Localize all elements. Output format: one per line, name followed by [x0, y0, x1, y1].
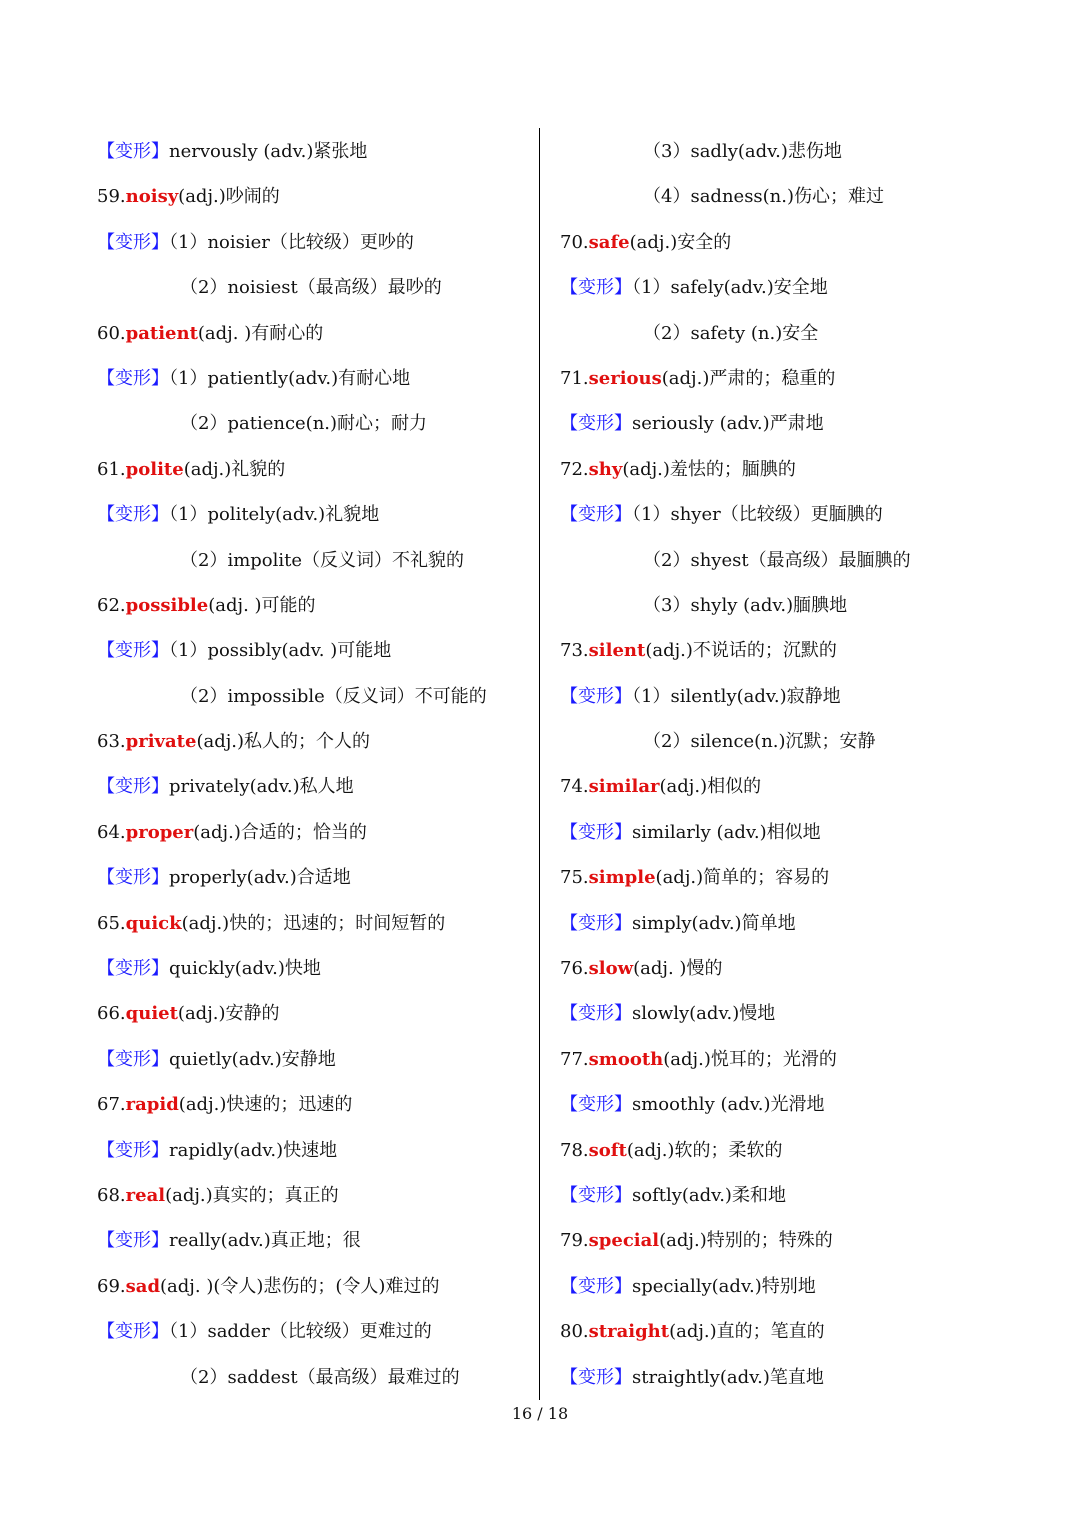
entry-definition: (adj.)吵闹的 [178, 186, 280, 208]
variant-text: （1）sadder（比较级）更难过的 [169, 1321, 432, 1343]
vocab-entry [560, 1037, 1000, 1082]
entry-keyword: straight [588, 1321, 670, 1343]
entry-keyword: special [588, 1230, 660, 1252]
variant-text: straightly(adv.)笔直地 [632, 1366, 824, 1388]
variant-text: （3）sadly(adv.)悲伤地 [643, 141, 842, 162]
variant-text: （1）shyer（比较级）更腼腆的 [632, 504, 883, 526]
variant-subline [560, 583, 1000, 628]
vocab-entry [97, 810, 527, 855]
entry-definition: (adj.)快速的；迅速的 [178, 1094, 353, 1116]
variant-text: smoothly (adv.)光滑地 [632, 1094, 825, 1116]
entry-keyword: quick [125, 912, 182, 934]
entry-definition: (adj. )有耐心的 [197, 322, 324, 344]
variant-line [560, 991, 1000, 1036]
variant-subline [97, 401, 527, 446]
variant-text: （2）saddest（最高级）最难过的 [180, 1366, 460, 1388]
variant-tag: 【变形】 [97, 1048, 169, 1070]
variant-line [97, 1218, 527, 1263]
variant-tag: 【变形】 [560, 1366, 632, 1388]
variant-line [560, 1173, 1000, 1218]
variant-tag: 【变形】 [97, 367, 169, 389]
variant-line [97, 129, 527, 174]
vocab-entry [97, 901, 527, 946]
variant-tag: 【变形】 [560, 1094, 632, 1116]
variant-line [97, 1037, 527, 1082]
entry-number: 73. [560, 640, 589, 662]
entry-definition: (adj.)真实的；真正的 [165, 1184, 339, 1206]
entry-keyword: polite [125, 458, 184, 480]
entry-keyword: quiet [125, 1003, 178, 1025]
entry-definition: (adj.)软的；柔软的 [626, 1139, 783, 1161]
entry-definition: (adj.)安静的 [177, 1003, 280, 1025]
entry-number: 72. [560, 458, 589, 480]
vocab-entry [97, 311, 527, 356]
entry-keyword: sad [125, 1275, 161, 1297]
vocab-entry [97, 174, 527, 219]
variant-line [560, 810, 1000, 855]
variant-subline [97, 674, 527, 719]
variant-line [97, 356, 527, 401]
variant-text: really(adv.)真正地；很 [169, 1230, 361, 1252]
variant-tag: 【变形】 [560, 1275, 632, 1297]
variant-tag: 【变形】 [97, 776, 169, 798]
variant-text: privately(adv.)私人地 [169, 776, 354, 798]
entry-definition: (adj.)悦耳的；光滑的 [663, 1048, 837, 1070]
variant-line [97, 492, 527, 537]
vocab-entry [560, 628, 1000, 673]
variant-tag: 【变形】 [560, 912, 632, 934]
entry-keyword: silent [588, 640, 646, 662]
entry-number: 69. [97, 1275, 126, 1297]
variant-line [560, 1264, 1000, 1309]
variant-tag: 【变形】 [97, 867, 169, 889]
variant-text: （1）noisier（比较级）更吵的 [169, 231, 414, 253]
variant-text: simply(adv.)简单地 [632, 912, 796, 934]
entry-keyword: patient [125, 322, 198, 344]
variant-line [97, 855, 527, 900]
variant-line [560, 1355, 1000, 1400]
entry-number: 67. [97, 1094, 126, 1116]
vocab-entry [560, 1309, 1000, 1354]
entry-definition: (adj. )(令人)悲伤的；(令人)难过的 [160, 1275, 440, 1297]
entry-definition: (adj.)特别的；特殊的 [659, 1230, 833, 1252]
variant-line [97, 946, 527, 991]
variant-text: seriously (adv.)严肃地 [632, 413, 824, 435]
entry-number: 68. [97, 1184, 126, 1206]
entry-definition: (adj. )可能的 [208, 594, 316, 616]
variant-tag: 【变形】 [560, 685, 632, 707]
entry-number: 75. [560, 867, 589, 889]
entry-definition: (adj.)简单的；容易的 [655, 867, 830, 889]
variant-tag: 【变形】 [97, 958, 169, 980]
variant-text: （1）safely(adv.)安全地 [632, 277, 828, 299]
vocab-entry [560, 1218, 1000, 1263]
variant-text: （1）politely(adv.)礼貌地 [169, 504, 380, 526]
entry-definition: (adj.)安全的 [629, 231, 732, 253]
variant-text: （1）patiently(adv.)有耐心地 [169, 367, 411, 389]
entry-number: 76. [560, 958, 589, 980]
entry-definition: (adj.)羞怯的；腼腆的 [622, 458, 796, 480]
vocab-entry [97, 447, 527, 492]
variant-line [97, 220, 527, 265]
vocab-entry [97, 1264, 527, 1309]
left-column [97, 129, 527, 1400]
entry-definition: (adj.)相似的 [659, 776, 762, 798]
entry-number: 78. [560, 1139, 589, 1161]
vocab-entry [560, 946, 1000, 991]
variant-text: similarly (adv.)相似地 [632, 821, 821, 843]
vocab-entry [97, 991, 527, 1036]
variant-line [560, 901, 1000, 946]
entry-number: 59. [97, 186, 126, 208]
entry-number: 77. [560, 1048, 589, 1070]
entry-definition: (adj.)直的；笔直的 [669, 1321, 825, 1343]
entry-keyword: soft [588, 1139, 627, 1161]
variant-text: nervously (adv.)紧张地 [169, 141, 368, 162]
variant-text: quietly(adv.)安静地 [169, 1048, 336, 1070]
variant-line [560, 265, 1000, 310]
entry-keyword: rapid [125, 1094, 179, 1116]
variant-tag: 【变形】 [97, 1230, 169, 1252]
entry-number: 66. [97, 1003, 126, 1025]
variant-subline [560, 129, 1000, 174]
vocab-entry [560, 855, 1000, 900]
variant-text: softly(adv.)柔和地 [632, 1184, 786, 1206]
entry-keyword: safe [588, 231, 630, 253]
variant-tag: 【变形】 [560, 413, 632, 435]
entry-keyword: noisy [125, 186, 179, 208]
vocab-entry [560, 447, 1000, 492]
variant-text: properly(adv.)合适地 [169, 867, 351, 889]
variant-tag: 【变形】 [97, 141, 169, 162]
variant-line [560, 401, 1000, 446]
entry-number: 60. [97, 322, 126, 344]
page-number: 16 / 18 [511, 1404, 569, 1423]
entry-definition: (adj.)合适的；恰当的 [193, 821, 367, 843]
entry-keyword: similar [588, 776, 660, 798]
entry-definition: (adj.)严肃的；稳重的 [661, 367, 836, 389]
variant-subline [97, 1355, 527, 1400]
entry-number: 71. [560, 367, 589, 389]
entry-number: 61. [97, 458, 126, 480]
variant-tag: 【变形】 [560, 1003, 632, 1025]
vocab-entry [97, 719, 527, 764]
variant-line [560, 492, 1000, 537]
variant-tag: 【变形】 [560, 821, 632, 843]
entry-keyword: slow [588, 958, 634, 980]
variant-line [560, 674, 1000, 719]
variant-tag: 【变形】 [97, 504, 169, 526]
variant-line [97, 1309, 527, 1354]
entry-definition: (adj.)快的；迅速的；时间短暂的 [181, 912, 446, 934]
vocab-entry [560, 356, 1000, 401]
vocab-entry [560, 764, 1000, 809]
entry-definition: (adj. )慢的 [633, 958, 723, 980]
variant-tag: 【变形】 [97, 640, 169, 662]
entry-keyword: proper [125, 821, 194, 843]
variant-line [97, 1128, 527, 1173]
variant-text: （2）shyest（最高级）最腼腆的 [643, 549, 911, 571]
vocab-entry [97, 1082, 527, 1127]
variant-text: （2）impossible（反义词）不可能的 [180, 685, 487, 707]
right-column [560, 129, 1000, 1400]
variant-text: （4）sadness(n.)伤心；难过 [643, 186, 885, 208]
variant-text: quickly(adv.)快地 [169, 958, 321, 980]
entry-keyword: smooth [588, 1048, 664, 1070]
entry-number: 62. [97, 594, 126, 616]
entry-definition: (adj.)礼貌的 [183, 458, 286, 480]
variant-subline [97, 265, 527, 310]
variant-text: （2）patience(n.)耐心；耐力 [180, 413, 428, 435]
variant-text: （1）silently(adv.)寂静地 [632, 685, 841, 707]
variant-subline [97, 538, 527, 583]
variant-tag: 【变形】 [97, 1139, 169, 1161]
variant-text: （2）noisiest（最高级）最吵的 [180, 277, 442, 299]
entry-number: 65. [97, 912, 126, 934]
vocab-entry [560, 1128, 1000, 1173]
variant-text: （1）possibly(adv. )可能地 [169, 640, 392, 662]
variant-text: specially(adv.)特别地 [632, 1275, 816, 1297]
vocab-entry [97, 1173, 527, 1218]
variant-text: （3）shyly (adv.)腼腆地 [643, 594, 848, 616]
variant-line [97, 628, 527, 673]
variant-tag: 【变形】 [97, 1321, 169, 1343]
variant-text: （2）safety (n.)安全 [643, 322, 819, 344]
column-divider [539, 128, 540, 1400]
entry-number: 64. [97, 821, 126, 843]
entry-number: 74. [560, 776, 589, 798]
variant-line [97, 764, 527, 809]
vocab-entry [97, 583, 527, 628]
variant-tag: 【变形】 [560, 1184, 632, 1206]
variant-text: （2）silence(n.)沉默；安静 [643, 731, 876, 753]
variant-subline [560, 719, 1000, 764]
variant-text: （2）impolite（反义词）不礼貌的 [180, 549, 465, 571]
entry-definition: (adj.)私人的；个人的 [196, 731, 371, 753]
variant-tag: 【变形】 [560, 277, 632, 299]
variant-text: rapidly(adv.)快速地 [169, 1139, 338, 1161]
variant-tag: 【变形】 [560, 504, 632, 526]
entry-keyword: shy [588, 458, 623, 480]
variant-line [560, 1082, 1000, 1127]
variant-text: slowly(adv.)慢地 [632, 1003, 776, 1025]
variant-subline [560, 311, 1000, 356]
entry-keyword: simple [588, 867, 656, 889]
vocab-entry [560, 220, 1000, 265]
entry-number: 63. [97, 731, 126, 753]
entry-keyword: serious [588, 367, 662, 389]
entry-keyword: possible [125, 594, 209, 616]
entry-keyword: private [125, 731, 197, 753]
variant-subline [560, 538, 1000, 583]
variant-subline [560, 174, 1000, 219]
variant-tag: 【变形】 [97, 231, 169, 253]
entry-definition: (adj.)不说话的；沉默的 [645, 640, 837, 662]
entry-number: 79. [560, 1230, 589, 1252]
entry-number: 80. [560, 1321, 589, 1343]
entry-number: 70. [560, 231, 589, 253]
entry-keyword: real [125, 1184, 166, 1206]
